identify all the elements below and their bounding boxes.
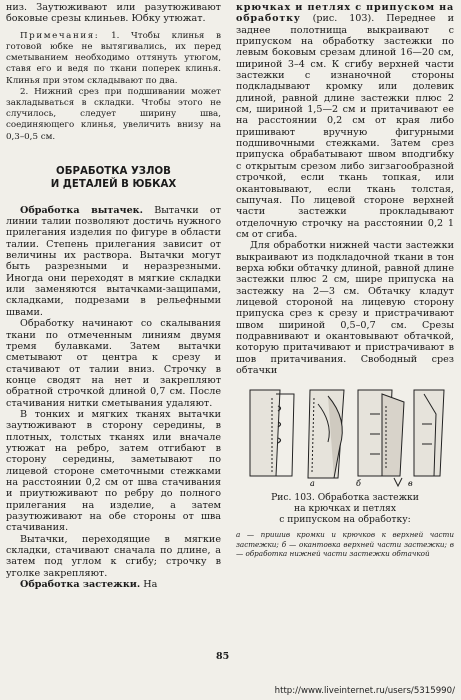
note-paragraph: [6, 31, 221, 87]
paragraph: низ. Заутюживают или разутюживают боковые срезы клиньев. Юбку утюжат.: [6, 2, 221, 25]
note-1-text: 1. Чтобы клинья в готовой юбке не вытягивались, их перед сметыванием необходимо оттянуть утюгом, ставя его и ведя по ткани поперек клинья. Клинья при этом складывают по два.: [6, 30, 221, 86]
section-heading: [6, 165, 221, 191]
figure-panel-c: [356, 390, 404, 489]
caption-line-2: на крючках и петлях: [293, 503, 397, 515]
figure-letter-c: в: [408, 479, 413, 489]
paragraph: Обработку начинают со скалывания ткани по отмеченным линиям двумя тремя булавками. Затем вытачки сметывают от центра к срезу и стачивают от талии вниз. Строчку в конце сводят на нет и закрепляют обратной строчкой длиной 0,7 см. После стачивания нитки сметывания удаляют.: [6, 318, 221, 409]
figure-103: [236, 384, 454, 558]
figure-caption: [236, 492, 454, 525]
subheading-darts: Обработка вытачек.: [20, 204, 143, 216]
page-number: 85: [216, 651, 230, 662]
emphasis-hooks: крючках и петлях с: [236, 2, 362, 13]
figure-panel-b: [308, 390, 344, 478]
paragraph: В тонких и мягких тканях вытачки заутюживают в сторону середины, в плотных, толстых тканях или вначале утюжат на ребро, затем отгибают в сторону середины, заметывают по лицевой стороне сметочными стежками на расстоянии 0,2 см от шва стачивания и приутюживают по ребру до полного прилегания на изделие, а затем разутюживают на обе стороны от шва стачивания.: [6, 408, 221, 534]
figure-panel-d: [414, 390, 444, 476]
figure-letter-a: a: [310, 479, 315, 489]
notes-label: Примечания:: [20, 30, 100, 41]
caption-line-1: Рис. 103. Обработка застежки: [271, 492, 419, 504]
hooks-text: (рис. 103). Переднее и заднее полотнища выкраивают с припуском на обработку застежки по левым боковым срезам длиной 16—20 см, шириной 3–4 см. К сгибу верхней части застежки с изнаночной стороны подкладывают кромку или долевик длиной, равной длине застежки плюс 2 см, шириной 1,5—2 см и притачивают ее на расстоянии 0,2 см от края либо пришивают вручную фигурными подшивочными стежками. Затем срез припуска обрабатывают швом вподгибку с открытым срезом либо зигзагообразной строчкой, если ткань топкая, или окантовывают, если ткань толстая, сыпучая. По лицевой стороне верхней части застежки прокладывают отделочную строчку на расстоянии 0,2 1 см от сгиба.: [236, 13, 454, 240]
figure-letter-b: б: [356, 479, 361, 489]
paragraph-hooks: [236, 2, 454, 240]
emphasis-allowance: припуском на обработку: [236, 2, 454, 25]
paragraph: Вытачки, переходящие в мягкие складки, стачивают сначала по длине, а затем под углом к сгибу; строчку в уголке закрепляют.: [6, 533, 221, 579]
fastener-text: На: [140, 579, 158, 591]
footer-url[interactable]: http://www.liveinternet.ru/users/5315990/: [274, 686, 455, 696]
note-2: 2. Нижний срез при подшивании может закладываться в складки. Чтобы этого не случилось, следует ширину шва, соединяющего клинья, увеличить внизу на 0,3–0,5 см.: [6, 86, 221, 142]
darts-text: Вытачки от линии талии позволяют достичь нужного прилегания изделия по фигуре в области талии. Степень прилегания зависит от величины их раствора. Вытачки могут быть разрезными и неразрезными. Иногда они переходят в мягкие складки или заменяются вытачками-защипами, складками, подрезами в рельефными швами.: [6, 204, 221, 318]
caption-line-3: с припуском на обработку:: [279, 514, 411, 526]
right-column: [236, 2, 454, 558]
left-column: [6, 2, 221, 590]
paragraph-darts: [6, 205, 221, 318]
section-heading-line-1: ОБРАБОТКА УЗЛОВ: [56, 165, 171, 177]
figure-legend: a — пришив кромки и крючков к верхней части застежки; б — окантовка верхней части застежки; в — обработка нижней части застежки обтачкой: [236, 530, 454, 558]
paragraph-fastener: [6, 579, 221, 590]
figure-illustration: [236, 384, 450, 488]
subheading-fastener: Обработка застежки.: [20, 579, 141, 591]
paragraph: Для обработки нижней части застежки выкраивают из подкладочной ткани в тон верха юбки обтачку длиной, равной длине застежки плюс 2 см, шире припуска на застежку на 2—3 см. Обтачку кладут лицевой стороной на лицевую сторону припуска срез к срезу и пристрачивают швом шириной 0,5–0,7 см. Срезы подравнивают и окантовывают обтачкой, которую притачивают и пристрачивают в шов притачивания. Свободный срез обтачки: [236, 240, 454, 376]
section-heading-line-2: И ДЕТАЛЕЙ В ЮБКАХ: [50, 178, 177, 190]
